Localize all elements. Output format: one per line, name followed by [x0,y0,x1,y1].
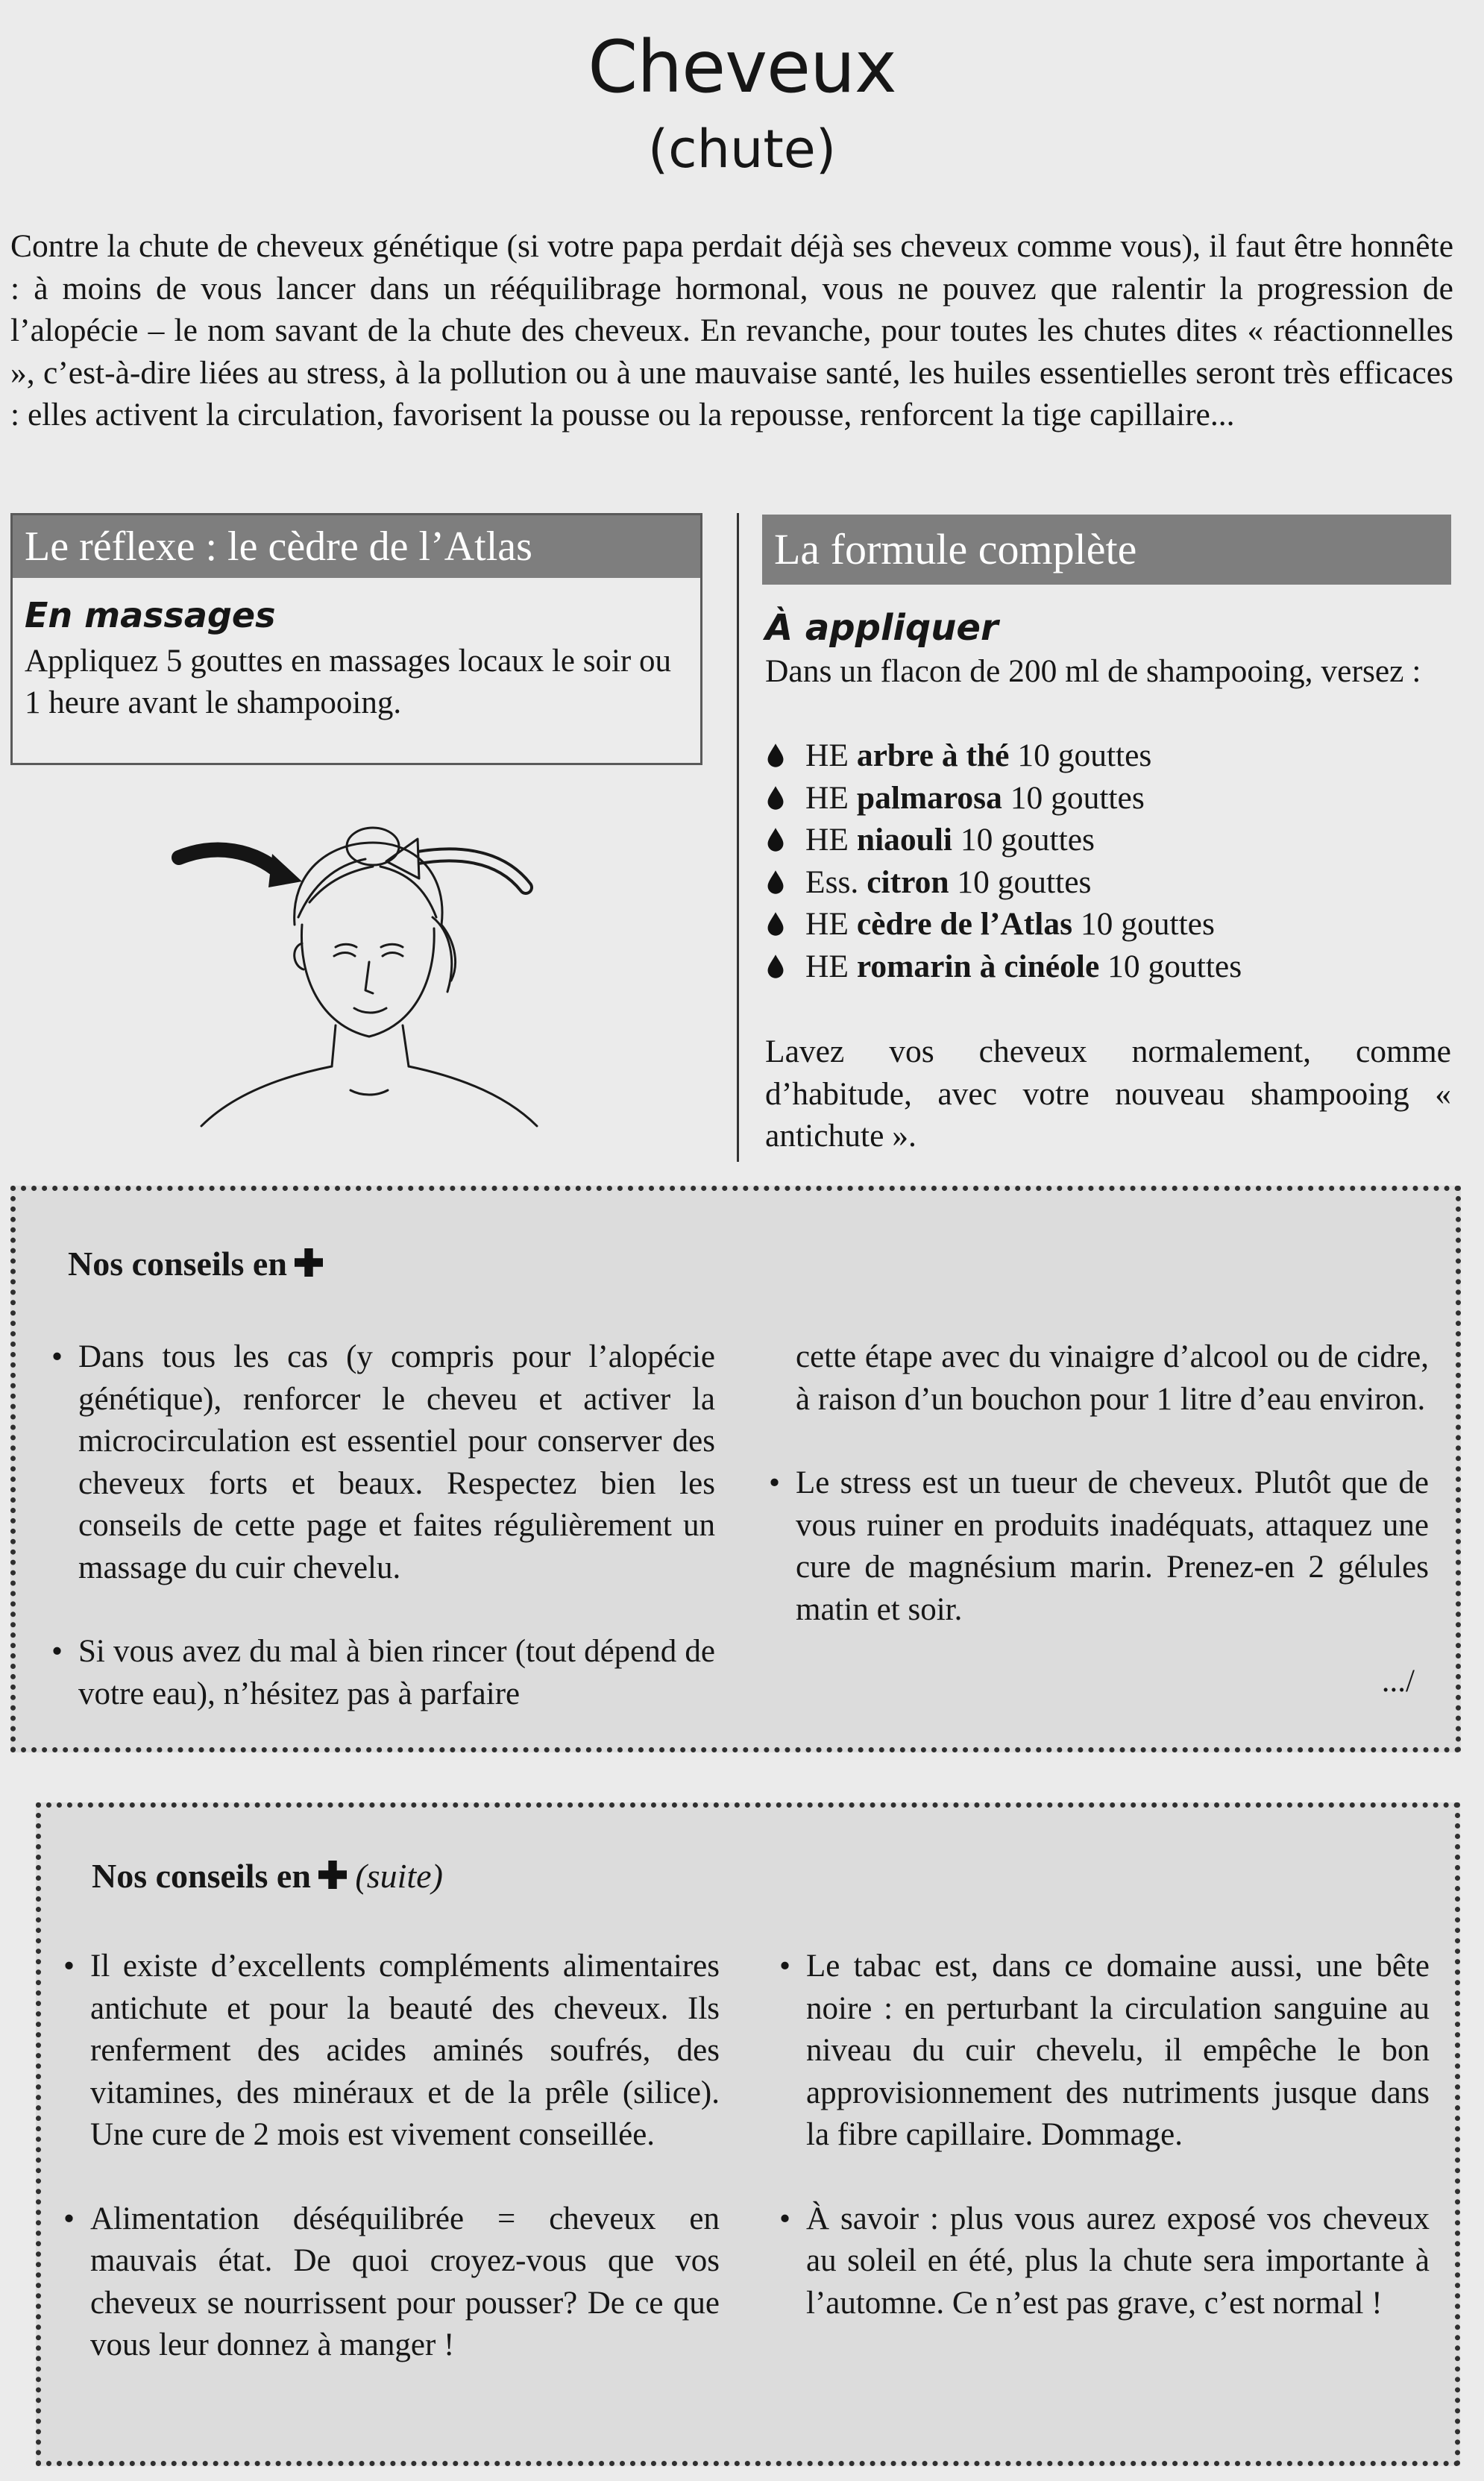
ingredient-item [762,903,1448,946]
tip-item: • Il existe d’excellents compléments alimentaires antichute et pour la beauté des cheveux. Ils renferment des acides aminés soufrés, des vitamines, des minéraux et de la prêle (silice). Une cure de 2 mois est vivement conseillée. [63,1946,720,2157]
drop-icon [762,743,789,768]
continued-mark: .../ [1381,1664,1415,1699]
tips-heading-text: Nos conseils en [92,1857,311,1895]
ingredient-list [762,735,1448,987]
reflex-subheading: En massages [25,595,276,635]
ingredient-amount: 10 gouttes [949,864,1092,900]
formula-header: La formule complète [762,515,1451,585]
tip-item-continued: cette étape avec du vinaigre d’alcool ou de cidre, à raison d’un bouchon pour 1 litre d’eau environ. [796,1339,1429,1417]
page-title: Cheveux [588,25,896,109]
ingredient-name: niaouli [856,822,953,858]
intro-paragraph: Contre la chute de cheveux génétique (si votre papa perdait déjà ses cheveux comme vous), il faut être honnête : à moins de vous lancer dans un rééquilibrage hormonal, vous ne pouvez que ralentir la progression de l’alopécie – le nom savant de la chute des cheveux. En revanche, pour toutes les chutes dites « réactionnelles », c’est-à-dire liées au stress, à la pollution ou à une mauvaise santé, les huiles essentielles seront très efficaces : elles activent la circulation, favorisent la pousse ou la repousse, renforcent la tige capillaire... [10,228,1453,433]
tip-item: • Si vous avez du mal à bien rincer (tout dépend de votre eau), n’hésitez pas à parfaire [51,1631,715,1715]
ingredient-amount: 10 gouttes [1009,738,1152,773]
drop-icon [762,954,789,979]
plus-icon [295,1248,323,1277]
tips-left-column [51,1336,715,1757]
plus-icon [318,1861,347,1889]
ingredient-amount: 10 gouttes [952,822,1095,858]
drop-icon [762,870,789,895]
tips-box-continued [36,1802,1460,2466]
tips-left-column [63,1946,720,2409]
ingredient-amount: 10 gouttes [1072,906,1215,942]
ingredient-prefix: HE [805,906,857,942]
drop-icon [762,785,789,811]
tips-right-column [779,1946,1430,2366]
ingredient-name: arbre à thé [856,738,1010,773]
formula-subheading: À appliquer [765,607,999,649]
ingredient-prefix: Ess. [805,864,867,900]
drop-icon [762,911,789,937]
ingredient-item [762,861,1448,904]
ingredient-prefix: HE [805,948,857,984]
ingredient-item [762,735,1448,777]
tips-heading-suite: (suite) [355,1857,443,1895]
formula-instructions: Lavez vos cheveux normalement, comme d’habitude, avec votre nouveau shampooing « antichute ». [765,1034,1451,1154]
reflex-header: Le réflexe : le cèdre de l’Atlas [13,515,700,578]
title-block [0,22,1484,186]
page-subtitle: (chute) [647,119,837,180]
ingredient-item [762,946,1448,988]
formula-intro: Dans un flacon de 200 ml de shampooing, versez : [765,653,1421,689]
drop-icon [762,827,789,852]
ingredient-prefix: HE [805,779,857,816]
tips-heading-text: Nos conseils en [68,1245,287,1283]
ingredient-item [762,777,1448,820]
massage-illustration [149,813,567,1133]
tip-item: • À savoir : plus vous aurez exposé vos cheveux au soleil en été, plus la chute sera importante à l’automne. Ce n’est pas grave, c’est normal ! [779,2198,1430,2325]
ingredient-name: cèdre de l’Atlas [856,906,1072,942]
ingredient-name: palmarosa [856,779,1002,816]
ingredient-name: romarin à cinéole [856,948,1100,984]
reflex-text: Appliquez 5 gouttes en massages locaux le soir ou 1 heure avant le shampooing. [25,644,671,720]
ingredient-name: citron [867,864,949,900]
ingredient-prefix: HE [805,822,857,858]
tips-right-column [769,1336,1429,1673]
column-divider [737,513,739,1162]
tip-item: • Alimentation déséquilibrée = cheveux en mauvais état. De quoi croyez-vous que vos cheveux se nourrissent pour pousser? De ce que vous leur donnez à manger ! [63,2198,720,2367]
reflex-box [10,513,702,765]
ingredient-amount: 10 gouttes [1099,948,1242,984]
tips-heading [68,1242,323,1286]
tip-item: • Le tabac est, dans ce domaine aussi, une bête noire : en perturbant la circulation sanguine au niveau du cuir chevelu, il empêche le bon approvisionnement des nutriments jusque dans la fibre capillaire. Dommage. [779,1946,1430,2157]
tips-heading [92,1854,443,1899]
ingredient-item [762,819,1448,861]
tip-item: • Dans tous les cas (y compris pour l’alopécie génétique), renforcer le cheveu et activer la microcirculation est essentiel pour conserver des cheveux forts et beaux. Respectez bien les conseils de cette page et faites régulièrement un massage du cuir chevelu. [51,1336,715,1589]
tip-item: • Le stress est un tueur de cheveux. Plutôt que de vous ruiner en produits inadéquats, attaquez une cure de magnésium marin. Prenez-en 2 gélules matin et soir. [769,1462,1429,1631]
ingredient-prefix: HE [805,738,857,773]
ingredient-amount: 10 gouttes [1002,779,1145,816]
tips-box [10,1186,1461,1752]
